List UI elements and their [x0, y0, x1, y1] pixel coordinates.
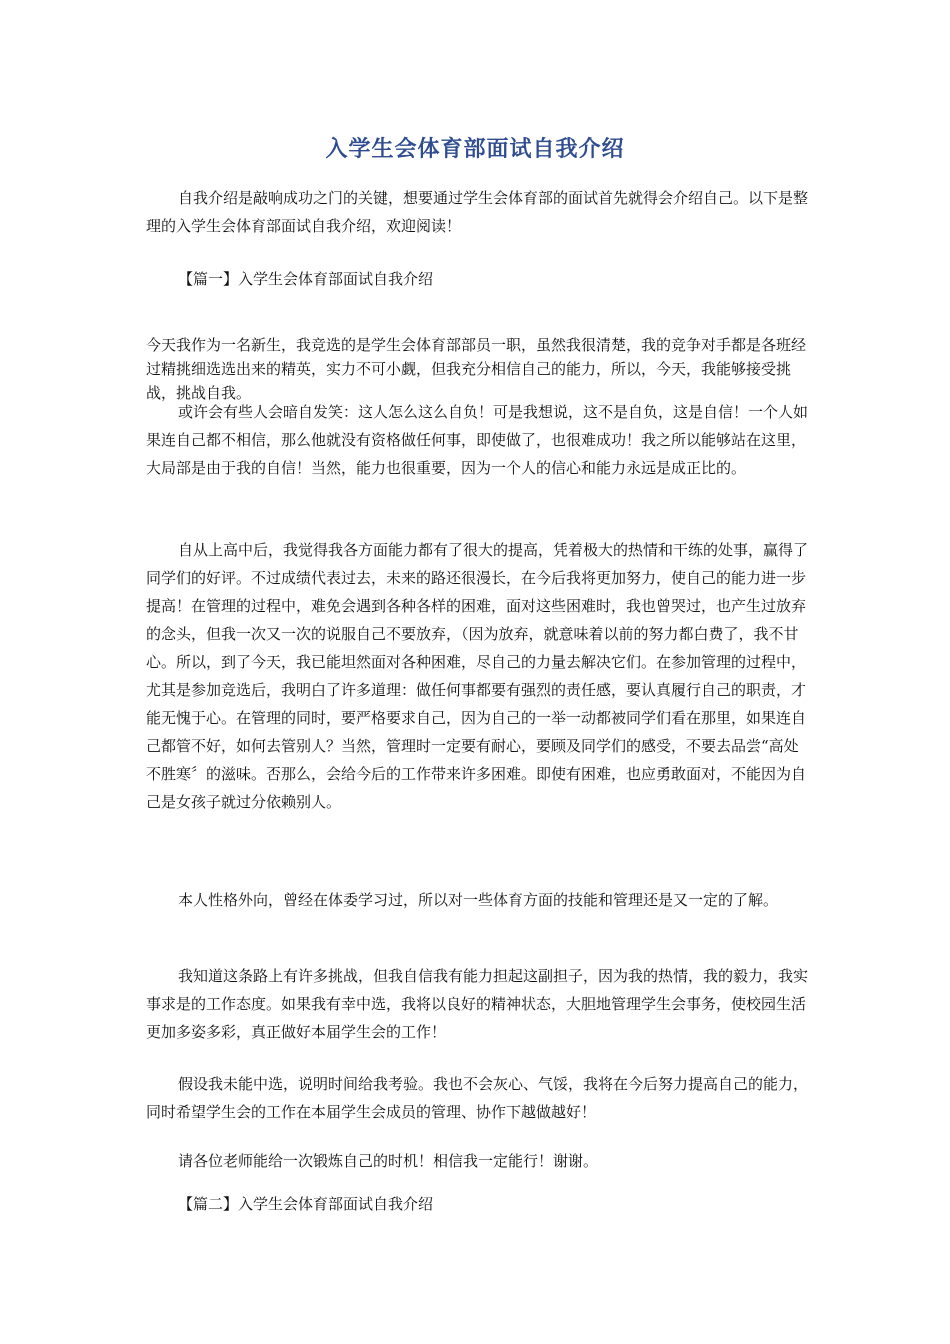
section-heading-2: 【篇二】入学生会体育部面试自我介绍	[178, 1195, 434, 1213]
body-paragraph-1: 今天我作为一名新生，我竞选的是学生会体育部部员一职，虽然我很清楚，我的竞争对手都是各班经过精挑细选选出来的精英，实力不可小觑，但我充分相信自己的能力，所以，今天，我能够接受挑战，挑战自我。	[146, 336, 807, 402]
body-paragraph-6: 假设我未能中选，说明时间给我考验。我也不会灰心、气馁，我将在今后努力提高自己的能力，同时希望学生会的工作在本届学生会成员的管理、协作下越做越好！	[146, 1075, 809, 1121]
body-paragraph-2: 或许会有些人会暗自发笑：这人怎么这么自负！可是我想说，这不是自负，这是自信！一个人如果连自己都不相信，那么他就没有资格做任何事，即使做了，也很难成功！我之所以能够站在这里，大局部是由于我的自信！当然，能力也很重要，因为一个人的信心和能力永远是成正比的。	[146, 403, 809, 477]
body-paragraph-4: 本人性格外向，曾经在体委学习过，所以对一些体育方面的技能和管理还是又一定的了解。	[178, 891, 779, 909]
body-paragraph-7: 请各位老师能给一次锻炼自己的时机！相信我一定能行！谢谢。	[178, 1152, 599, 1170]
body-paragraph-5: 我知道这条路上有许多挑战，但我自信我有能力担起这副担子，因为我的热情，我的毅力，我实事求是的工作态度。如果我有幸中选，我将以良好的精神状态，大胆地管理学生会事务，使校园生活更加多姿多彩，真正做好本届学生会的工作！	[146, 967, 809, 1041]
section-heading-1: 【篇一】入学生会体育部面试自我介绍	[178, 270, 434, 288]
body-paragraph-3: 自从上高中后，我觉得我各方面能力都有了很大的提高，凭着极大的热情和干练的处事，赢得了同学们的好评。不过成绩代表过去，未来的路还很漫长，在今后我将更加努力，使自己的能力进一步提高！在管理的过程中，难免会遇到各种各样的困难，面对这些困难时，我也曾哭过，也产生过放弃的念头，但我一次又一次的说服自己不要放弃，（因为放弃，就意味着以前的努力都白费了，我不甘心。所以，到了今天，我已能坦然面对各种困难，尽自己的力量去解决它们。在参加管理的过程中，尤其是参加竞选后，我明白了许多道理：做任何事都要有强烈的责任感，要认真履行自己的职责，才能无愧于心。在管理的同时，要严格要求自己，因为自己的一举一动都被同学们看在那里，如果连自己都管不好，如何去管别人？当然，管理时一定要有耐心，要顾及同学们的感受，不要去品尝“高处不胜寒〞的滋味。否那么，会给今后的工作带来许多困难。即使有困难，也应勇敢面对，不能因为自己是女孩子就过分依赖别人。	[146, 541, 809, 811]
document-title: 入学生会体育部面试自我介绍	[325, 137, 625, 162]
intro-paragraph: 自我介绍是敲响成功之门的关键，想要通过学生会体育部的面试首先就得会介绍自己。以下是整理的入学生会体育部面试自我介绍，欢迎阅读！	[146, 189, 809, 235]
